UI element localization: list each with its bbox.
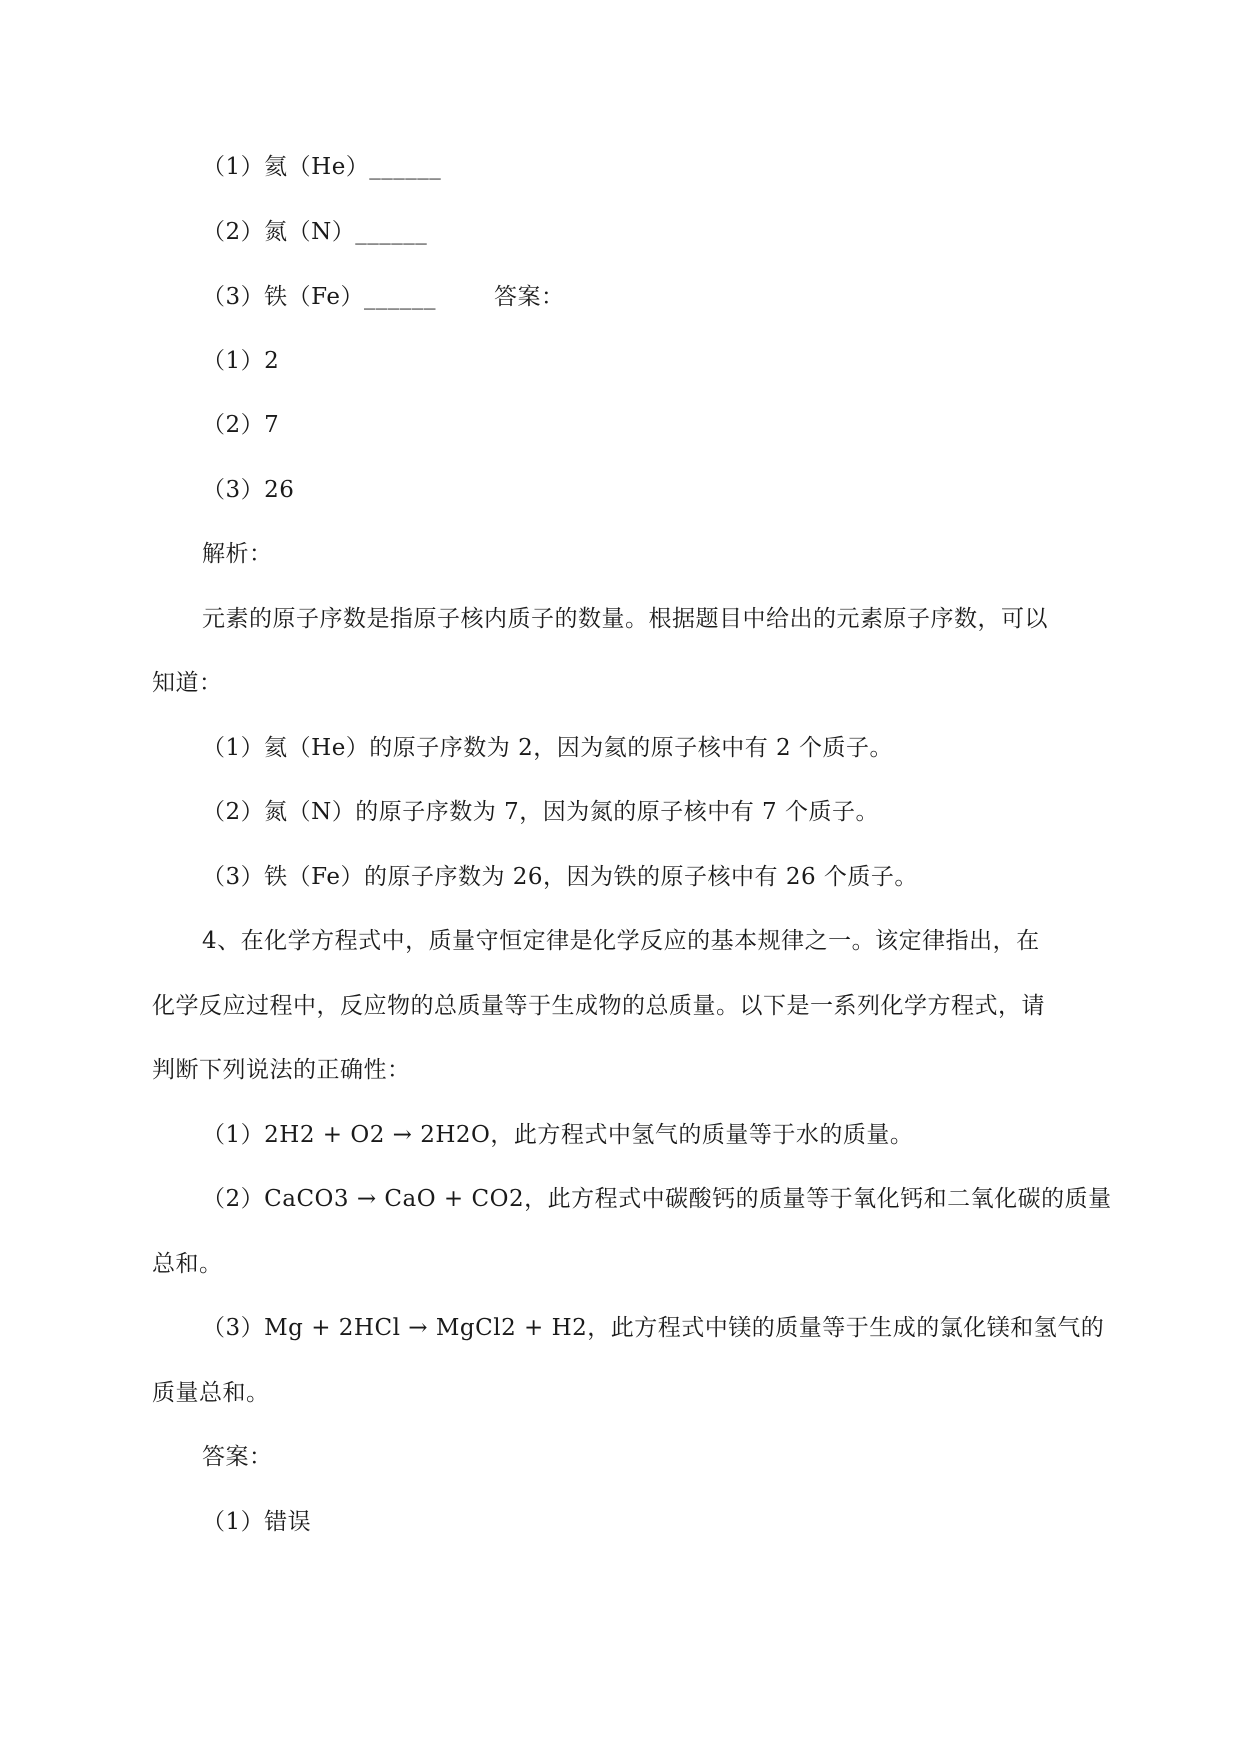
question-line-helium: （1）氦（He）______ — [202, 154, 442, 180]
answer-line: （2）7 — [202, 412, 280, 438]
equation-line: （1）2H2 + O2 → 2H2O，此方程式中氢气的质量等于水的质量。 — [202, 1122, 914, 1148]
question-text: （3）铁（Fe）______ — [202, 284, 436, 310]
equation-line: 总和。 — [152, 1251, 223, 1277]
answer-line: （3）26 — [202, 477, 295, 503]
question-4-line: 化学反应过程中，反应物的总质量等于生成物的总质量。以下是一系列化学方程式，请 — [152, 993, 1045, 1019]
question-4-line: 判断下列说法的正确性： — [152, 1057, 411, 1083]
explanation-line: （2）氮（N）的原子序数为 7，因为氮的原子核中有 7 个质子。 — [202, 799, 879, 825]
answer-heading: 答案： — [202, 1444, 273, 1470]
question-line-nitrogen: （2）氮（N）______ — [202, 219, 428, 245]
explanation-line: （1）氦（He）的原子序数为 2，因为氦的原子核中有 2 个质子。 — [202, 735, 894, 761]
equation-line: （2）CaCO3 → CaO + CO2，此方程式中碳酸钙的质量等于氧化钙和二氧化碳的质量 — [202, 1186, 1112, 1212]
paragraph-line: 知道： — [152, 670, 223, 696]
paragraph-line: 元素的原子序数是指原子核内质子的数量。根据题目中给出的元素原子序数，可以 — [202, 606, 1048, 632]
equation-line: 质量总和。 — [152, 1380, 270, 1406]
answer-line: （1）2 — [202, 348, 280, 374]
explanation-line: （3）铁（Fe）的原子序数为 26，因为铁的原子核中有 26 个质子。 — [202, 864, 918, 890]
equation-line: （3）Mg + 2HCl → MgCl2 + H2，此方程式中镁的质量等于生成的氯化镁和氢气的 — [202, 1315, 1105, 1341]
question-line-iron — [202, 282, 564, 312]
analysis-heading: 解析： — [202, 541, 273, 567]
answer-line: （1）错误 — [202, 1509, 312, 1535]
question-4-line: 4、在化学方程式中，质量守恒定律是化学反应的基本规律之一。该定律指出，在 — [202, 928, 1040, 954]
answer-heading: 答案： — [493, 284, 565, 310]
